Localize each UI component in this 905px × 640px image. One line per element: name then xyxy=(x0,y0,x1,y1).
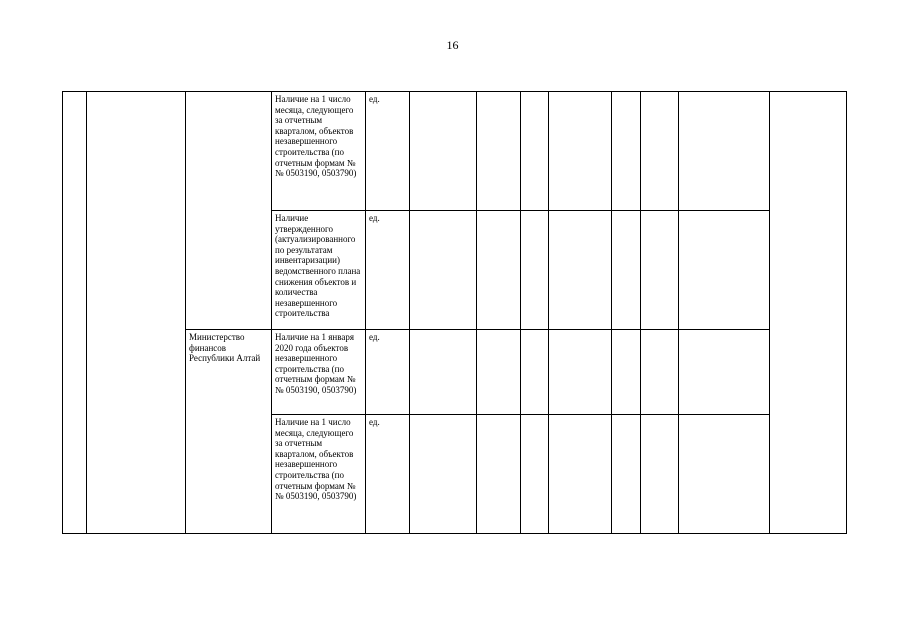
value-cell xyxy=(549,330,612,415)
value-cell xyxy=(410,92,477,211)
value-cell xyxy=(641,415,679,534)
value-cell xyxy=(549,415,612,534)
unit-cell: ед. xyxy=(366,211,410,330)
value-cell xyxy=(612,92,641,211)
page-number: 16 xyxy=(446,38,459,52)
executor-cell xyxy=(186,92,272,330)
value-cell xyxy=(612,211,641,330)
value-cell xyxy=(477,415,521,534)
table-row xyxy=(63,92,847,211)
value-cell xyxy=(612,415,641,534)
executor-cell: Министерство финансов Республики Алтай xyxy=(186,330,272,534)
number-cell xyxy=(63,92,87,534)
measure-name-cell xyxy=(87,92,186,534)
value-cell xyxy=(641,92,679,211)
indicator-cell: Наличие на 1 число месяца, следующего за отчетным кварталом, объектов незавершенного строительства (по отчетным формам №№ 0503190, 0503790) xyxy=(272,92,366,211)
report-table xyxy=(62,91,847,534)
value-cell xyxy=(612,330,641,415)
value-cell xyxy=(679,211,770,330)
note-cell xyxy=(770,92,847,534)
value-cell xyxy=(477,92,521,211)
value-cell xyxy=(477,211,521,330)
unit-cell: ед. xyxy=(366,415,410,534)
unit-cell: ед. xyxy=(366,92,410,211)
value-cell xyxy=(521,330,549,415)
value-cell xyxy=(679,415,770,534)
value-cell xyxy=(410,330,477,415)
value-cell xyxy=(521,92,549,211)
indicator-cell: Наличие на 1 число месяца, следующего за отчетным кварталом, объектов незавершенного строительства (по отчетным формам №№ 0503190, 0503790) xyxy=(272,415,366,534)
value-cell xyxy=(477,330,521,415)
value-cell xyxy=(549,211,612,330)
value-cell xyxy=(410,211,477,330)
value-cell xyxy=(410,415,477,534)
unit-cell: ед. xyxy=(366,330,410,415)
value-cell xyxy=(549,92,612,211)
value-cell xyxy=(679,330,770,415)
value-cell xyxy=(521,211,549,330)
value-cell xyxy=(679,92,770,211)
indicator-cell: Наличие на 1 января 2020 года объектов незавершенного строительства (по отчетным формам №№ 0503190, 0503790) xyxy=(272,330,366,415)
value-cell xyxy=(641,211,679,330)
value-cell xyxy=(521,415,549,534)
indicator-cell: Наличие утвержденного (актуализированного по результатам инвентаризации) ведомственного плана снижения объектов и количества незавершенного строительства xyxy=(272,211,366,330)
value-cell xyxy=(641,330,679,415)
